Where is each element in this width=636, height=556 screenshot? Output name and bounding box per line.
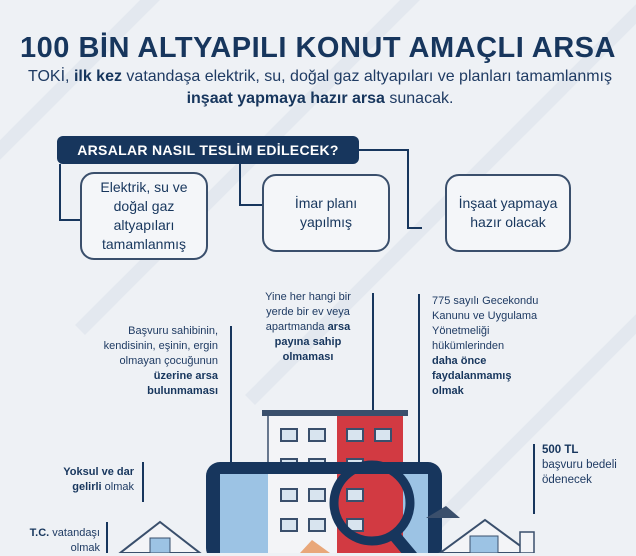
subtitle-pre: TOKİ, bbox=[28, 68, 74, 85]
condition-no-share: Yine her hangi bir yerde bir ev veya apartmanda arsa payına sahip olmaması bbox=[265, 291, 351, 363]
house-left-icon bbox=[120, 522, 200, 553]
house-right-icon bbox=[440, 520, 534, 553]
subtitle-bold-second: inşaat yapmaya hazır arsa bbox=[186, 90, 385, 107]
delivery-question-bar: ARSALAR NASIL TESLİM EDİLECEK? bbox=[57, 136, 359, 164]
condition-citizen: T.C. vatandaşı olmak bbox=[29, 527, 100, 554]
condition-low-income: Yoksul ve dar gelirli olmak bbox=[63, 466, 134, 493]
condition-gecekondu: 775 sayılı Gecekondu Kanunu ve Uygulama Yönetmeliği hükümlerinden daha önce faydalanmamış olmak bbox=[432, 295, 539, 397]
delivery-item-label: İmar planı yapılmış bbox=[294, 195, 358, 230]
subtitle-bold-first: ilk kez bbox=[73, 68, 122, 85]
subtitle-mid: vatandaşa elektrik, su, doğal gaz altyapıları ve planları tamamlanmış bbox=[121, 68, 612, 85]
page-title: 100 BİN ALTYAPILI KONUT AMAÇLI ARSA bbox=[20, 32, 616, 64]
condition-no-land: Başvuru sahibinin, kendisinin, eşinin, ergin olmayan çocuğunun üzerine arsa bulunmaması bbox=[103, 325, 218, 397]
delivery-item-label: Elektrik, su ve doğal gaz altyapıları tamamlanmış bbox=[100, 179, 188, 252]
delivery-item-label: İnşaat yapmaya hazır olacak bbox=[458, 195, 558, 230]
condition-fee: 500 TL başvuru bedeli ödenecek bbox=[542, 444, 617, 486]
subtitle-post: sunacak. bbox=[384, 90, 454, 107]
